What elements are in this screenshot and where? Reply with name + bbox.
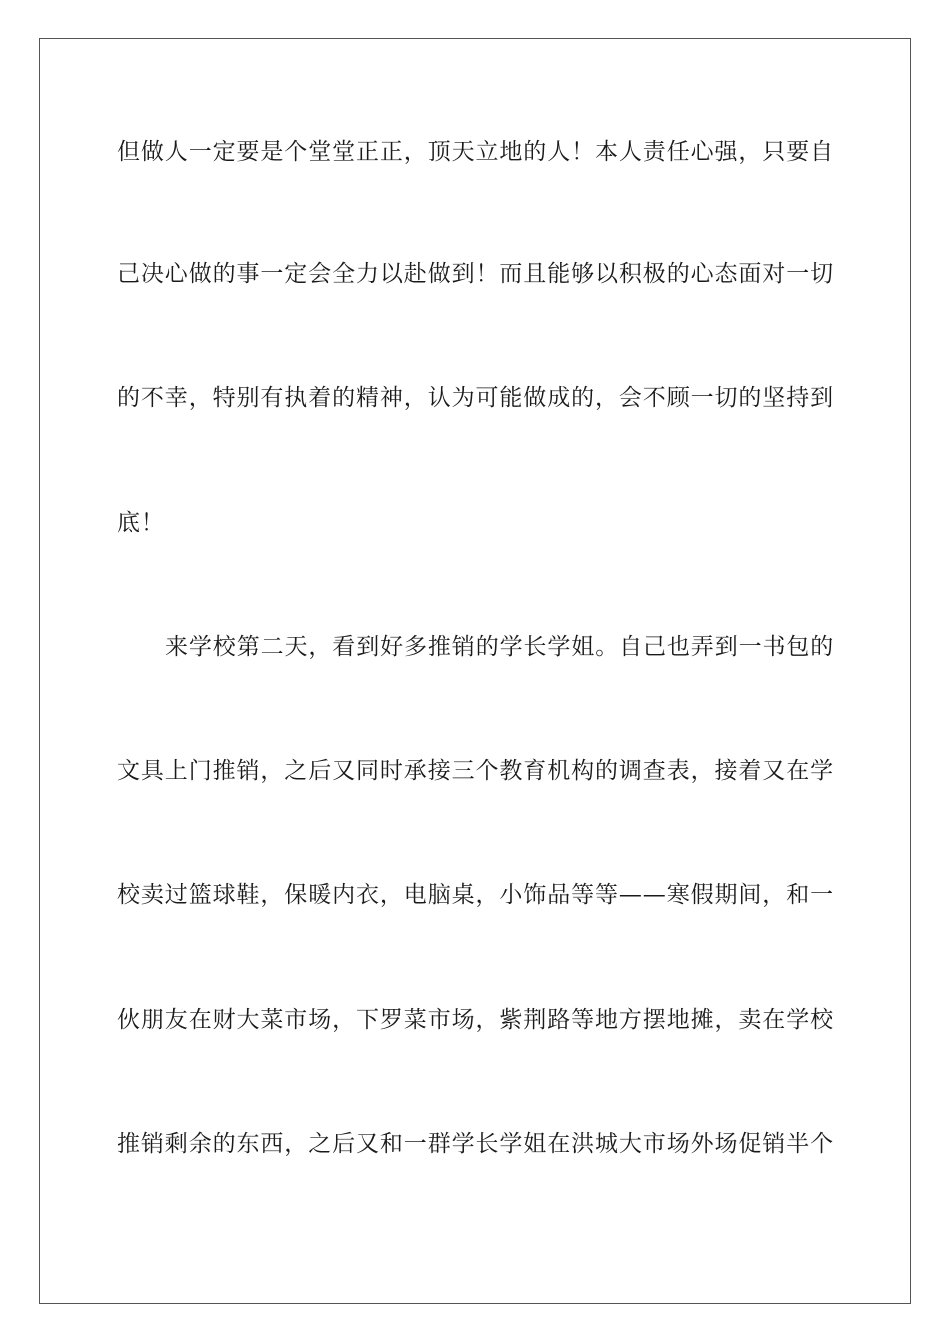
- text-line: 校卖过篮球鞋，保暖内衣，电脑桌，小饰品等等——寒假期间，和一: [117, 882, 834, 908]
- text-line: 底！: [117, 510, 165, 536]
- text-line: 伙朋友在财大菜市场，下罗菜市场，紫荆路等地方摆地摊，卖在学校: [117, 1007, 834, 1033]
- page-border: [39, 38, 911, 1304]
- paragraph-first-line: 来学校第二天，看到好多推销的学长学姐。自己也弄到一书包的: [165, 634, 835, 660]
- text-line: 己决心做的事一定会全力以赴做到！而且能够以积极的心态面对一切: [117, 261, 834, 287]
- text-line: 文具上门推销，之后又同时承接三个教育机构的调查表，接着又在学: [117, 758, 834, 784]
- text-line: 但做人一定要是个堂堂正正，顶天立地的人！本人责任心强，只要自: [117, 139, 834, 165]
- text-line: 的不幸，特别有执着的精神，认为可能做成的，会不顾一切的坚持到: [117, 385, 834, 411]
- text-line: 推销剩余的东西，之后又和一群学长学姐在洪城大市场外场促销半个: [117, 1131, 834, 1157]
